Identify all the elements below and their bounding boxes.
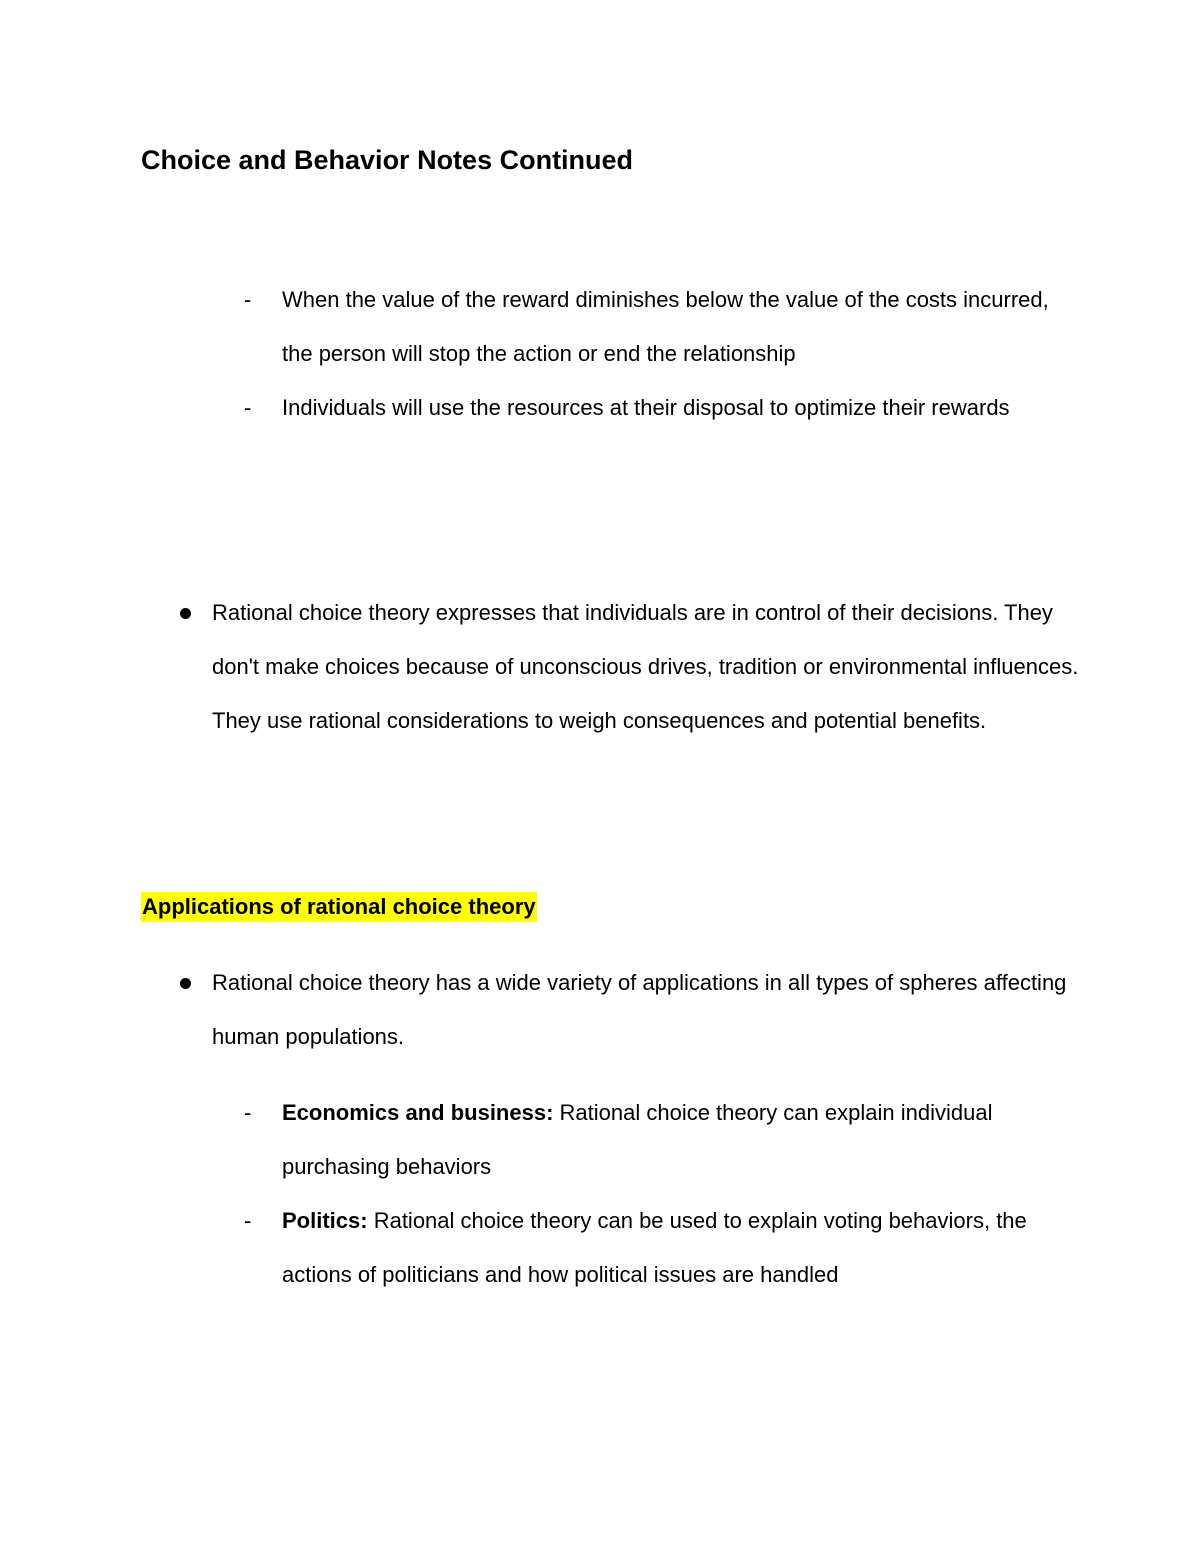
list-item-text: Individuals will use the resources at their disposal to optimize their rewards (282, 395, 1010, 420)
applications-list (244, 1086, 1072, 1302)
application-label: Politics: (282, 1208, 368, 1233)
bullet-dot-icon (180, 608, 191, 619)
list-item-text: Rational choice theory has a wide variety of applications in all types of spheres affecting human populations. (212, 970, 1067, 1049)
list-item (244, 1194, 1072, 1302)
application-label: Economics and business: (282, 1100, 554, 1125)
application-text: Rational choice theory can be used to explain voting behaviors, the actions of politicians and how political issues are handled (282, 1208, 1027, 1287)
document-title: Choice and Behavior Notes Continued (141, 145, 634, 175)
dash-bullet-icon: - (244, 395, 252, 420)
dash-bullet-icon: - (244, 1208, 252, 1233)
bullet-list (212, 956, 1082, 1064)
section-heading (141, 890, 537, 924)
list-item-text: Rational choice theory expresses that individuals are in control of their decisions. They don't make choices because of unconscious drives, tradition or environmental influences. They use rational considerations to weigh consequences and potential benefits. (212, 600, 1079, 733)
dash-bullet-icon: - (244, 1100, 252, 1125)
bullet-list (212, 586, 1082, 748)
list-item (244, 1086, 1072, 1194)
list-item-text: When the value of the reward diminishes below the value of the costs incurred, the person will stop the action or end the relationship (282, 287, 1049, 366)
list-item (244, 381, 1072, 435)
bullet-dot-icon (180, 978, 191, 989)
highlighted-heading-text: Applications of rational choice theory (141, 892, 537, 922)
application-text: Rational choice theory can explain individual purchasing behaviors (282, 1100, 993, 1179)
list-item (244, 273, 1072, 381)
list-item (212, 586, 1082, 748)
dash-list (244, 273, 1072, 435)
dash-bullet-icon: - (244, 287, 252, 312)
list-item (212, 956, 1082, 1064)
